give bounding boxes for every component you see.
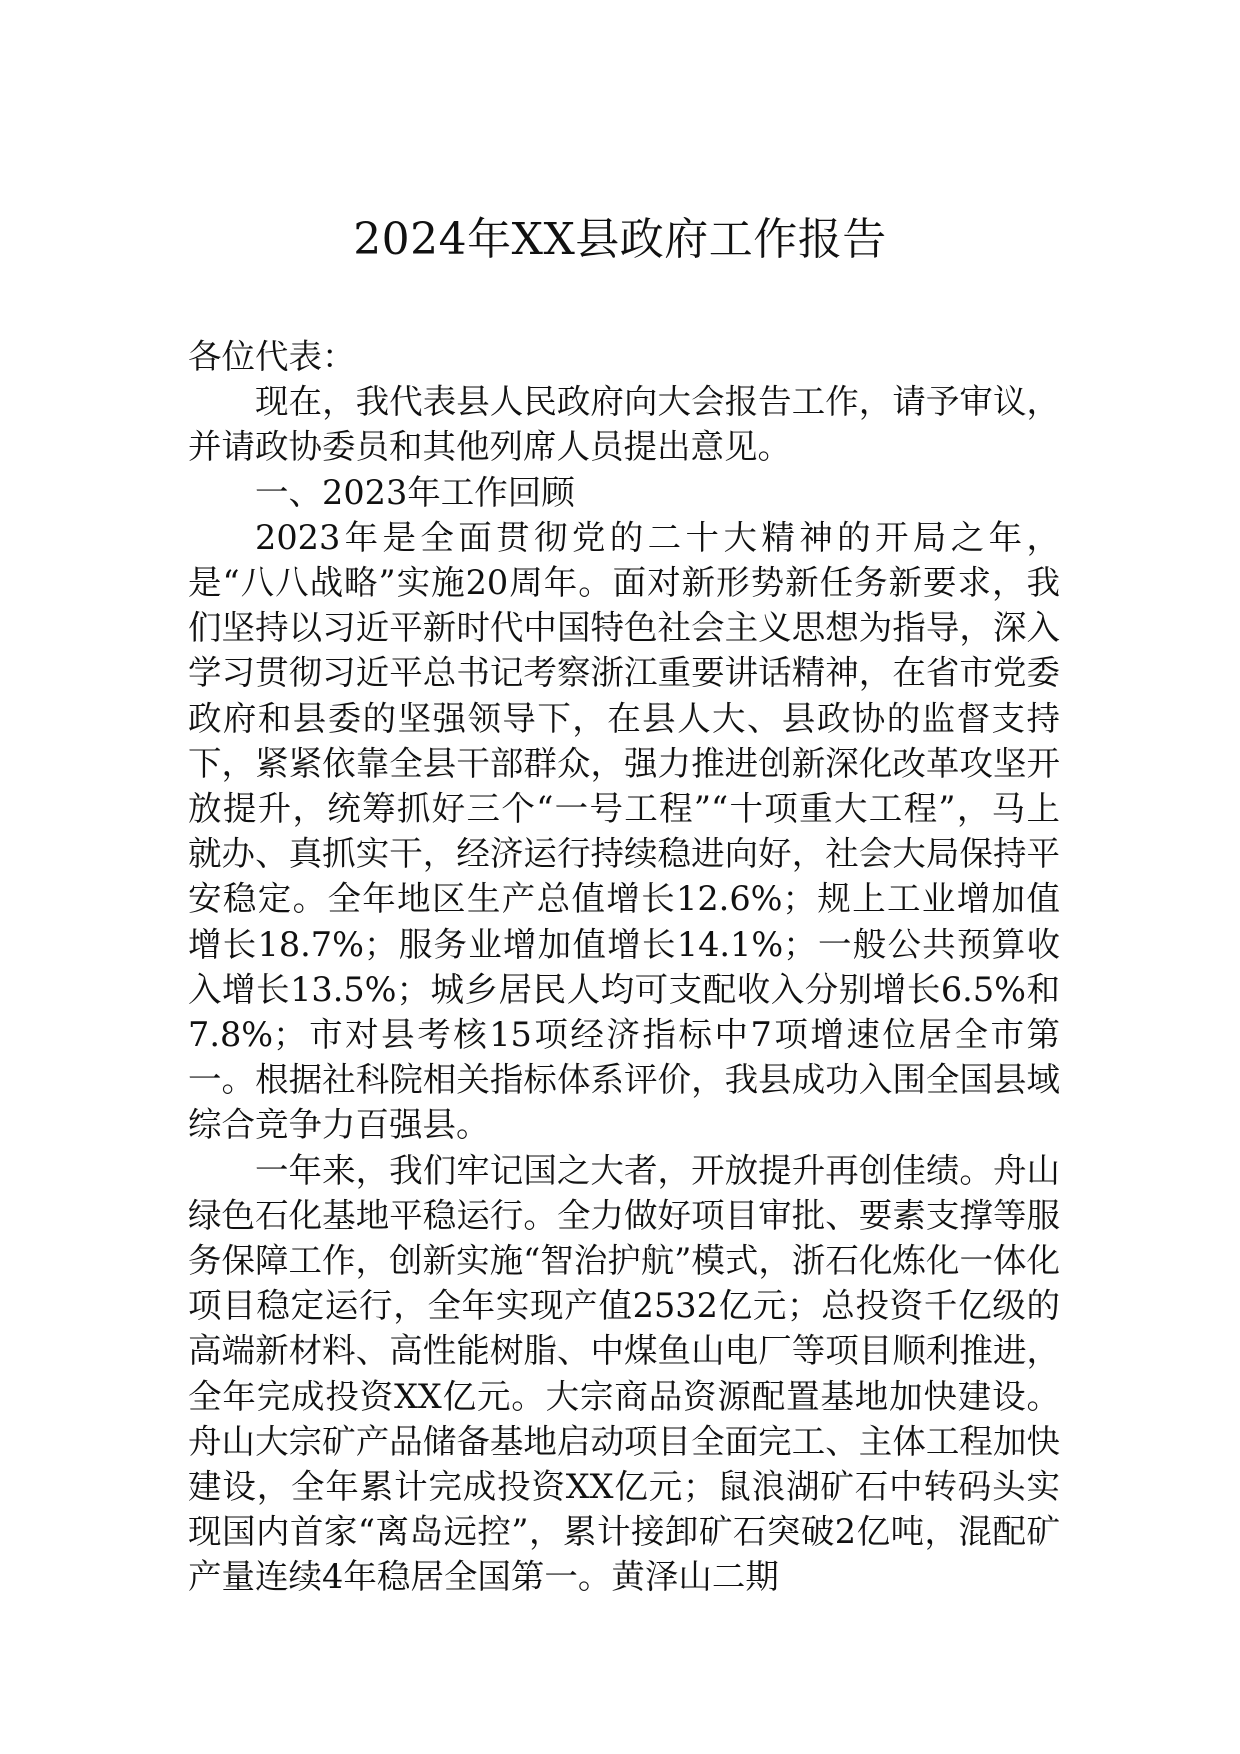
paragraph-intro: 现在，我代表县人民政府向大会报告工作，请予审议，并请政协委员和其他列席人员提出意见。 <box>188 382 1060 467</box>
paragraph-opening-up: 一年来，我们牢记国之大者，开放提升再创佳绩。舟山绿色石化基地平稳运行。全力做好项目审批、要素支撑等服务保障工作，创新实施“智治护航”模式，浙石化炼化一体化项目稳定运行，全年实现产值2532亿元；总投资千亿级的高端新材料、高性能树脂、中煤鱼山电厂等项目顺利推进，全年完成投资XX亿元。大宗商品资源配置基地加快建设。舟山大宗矿产品储备基地启动项目全面完工、主体工程加快建设，全年累计完成投资XX亿元；鼠浪湖矿石中转码头实现国内首家“离岛远控”，累计接卸矿石突破2亿吨，混配矿产量连续4年稳居全国第一。黄泽山二期 <box>188 1150 1060 1597</box>
document-body <box>188 334 1060 1600</box>
section-heading: 一、2023年工作回顾 <box>255 472 575 512</box>
paragraph-overview: 2023年是全面贯彻党的二十大精神的开局之年，是“八八战略”实施20周年。面对新形势新任务新要求，我们坚持以习近平新时代中国特色社会主义思想为指导，深入学习贯彻习近平总书记考察浙江重要讲话精神，在省市党委政府和县委的坚强领导下，在县人大、县政协的监督支持下，紧紧依靠全县干部群众，强力推进创新深化改革攻坚开放提升，统筹抓好三个“一号工程”“十项重大工程”，马上就办、真抓实干，经济运行持续稳进向好，社会大局保持平安稳定。全年地区生产总值增长12.6%；规上工业增加值增长18.7%；服务业增加值增长14.1%；一般公共预算收入增长13.5%；城乡居民人均可支配收入分别增长6.5%和7.8%；市对县考核15项经济指标中7项增速位居全市第一。根据社科院相关指标体系评价，我县成功入围全国县域综合竞争力百强县。 <box>188 517 1060 1145</box>
salutation: 各位代表： <box>188 337 356 376</box>
document-title: 2024年XX县政府工作报告 <box>353 214 887 265</box>
